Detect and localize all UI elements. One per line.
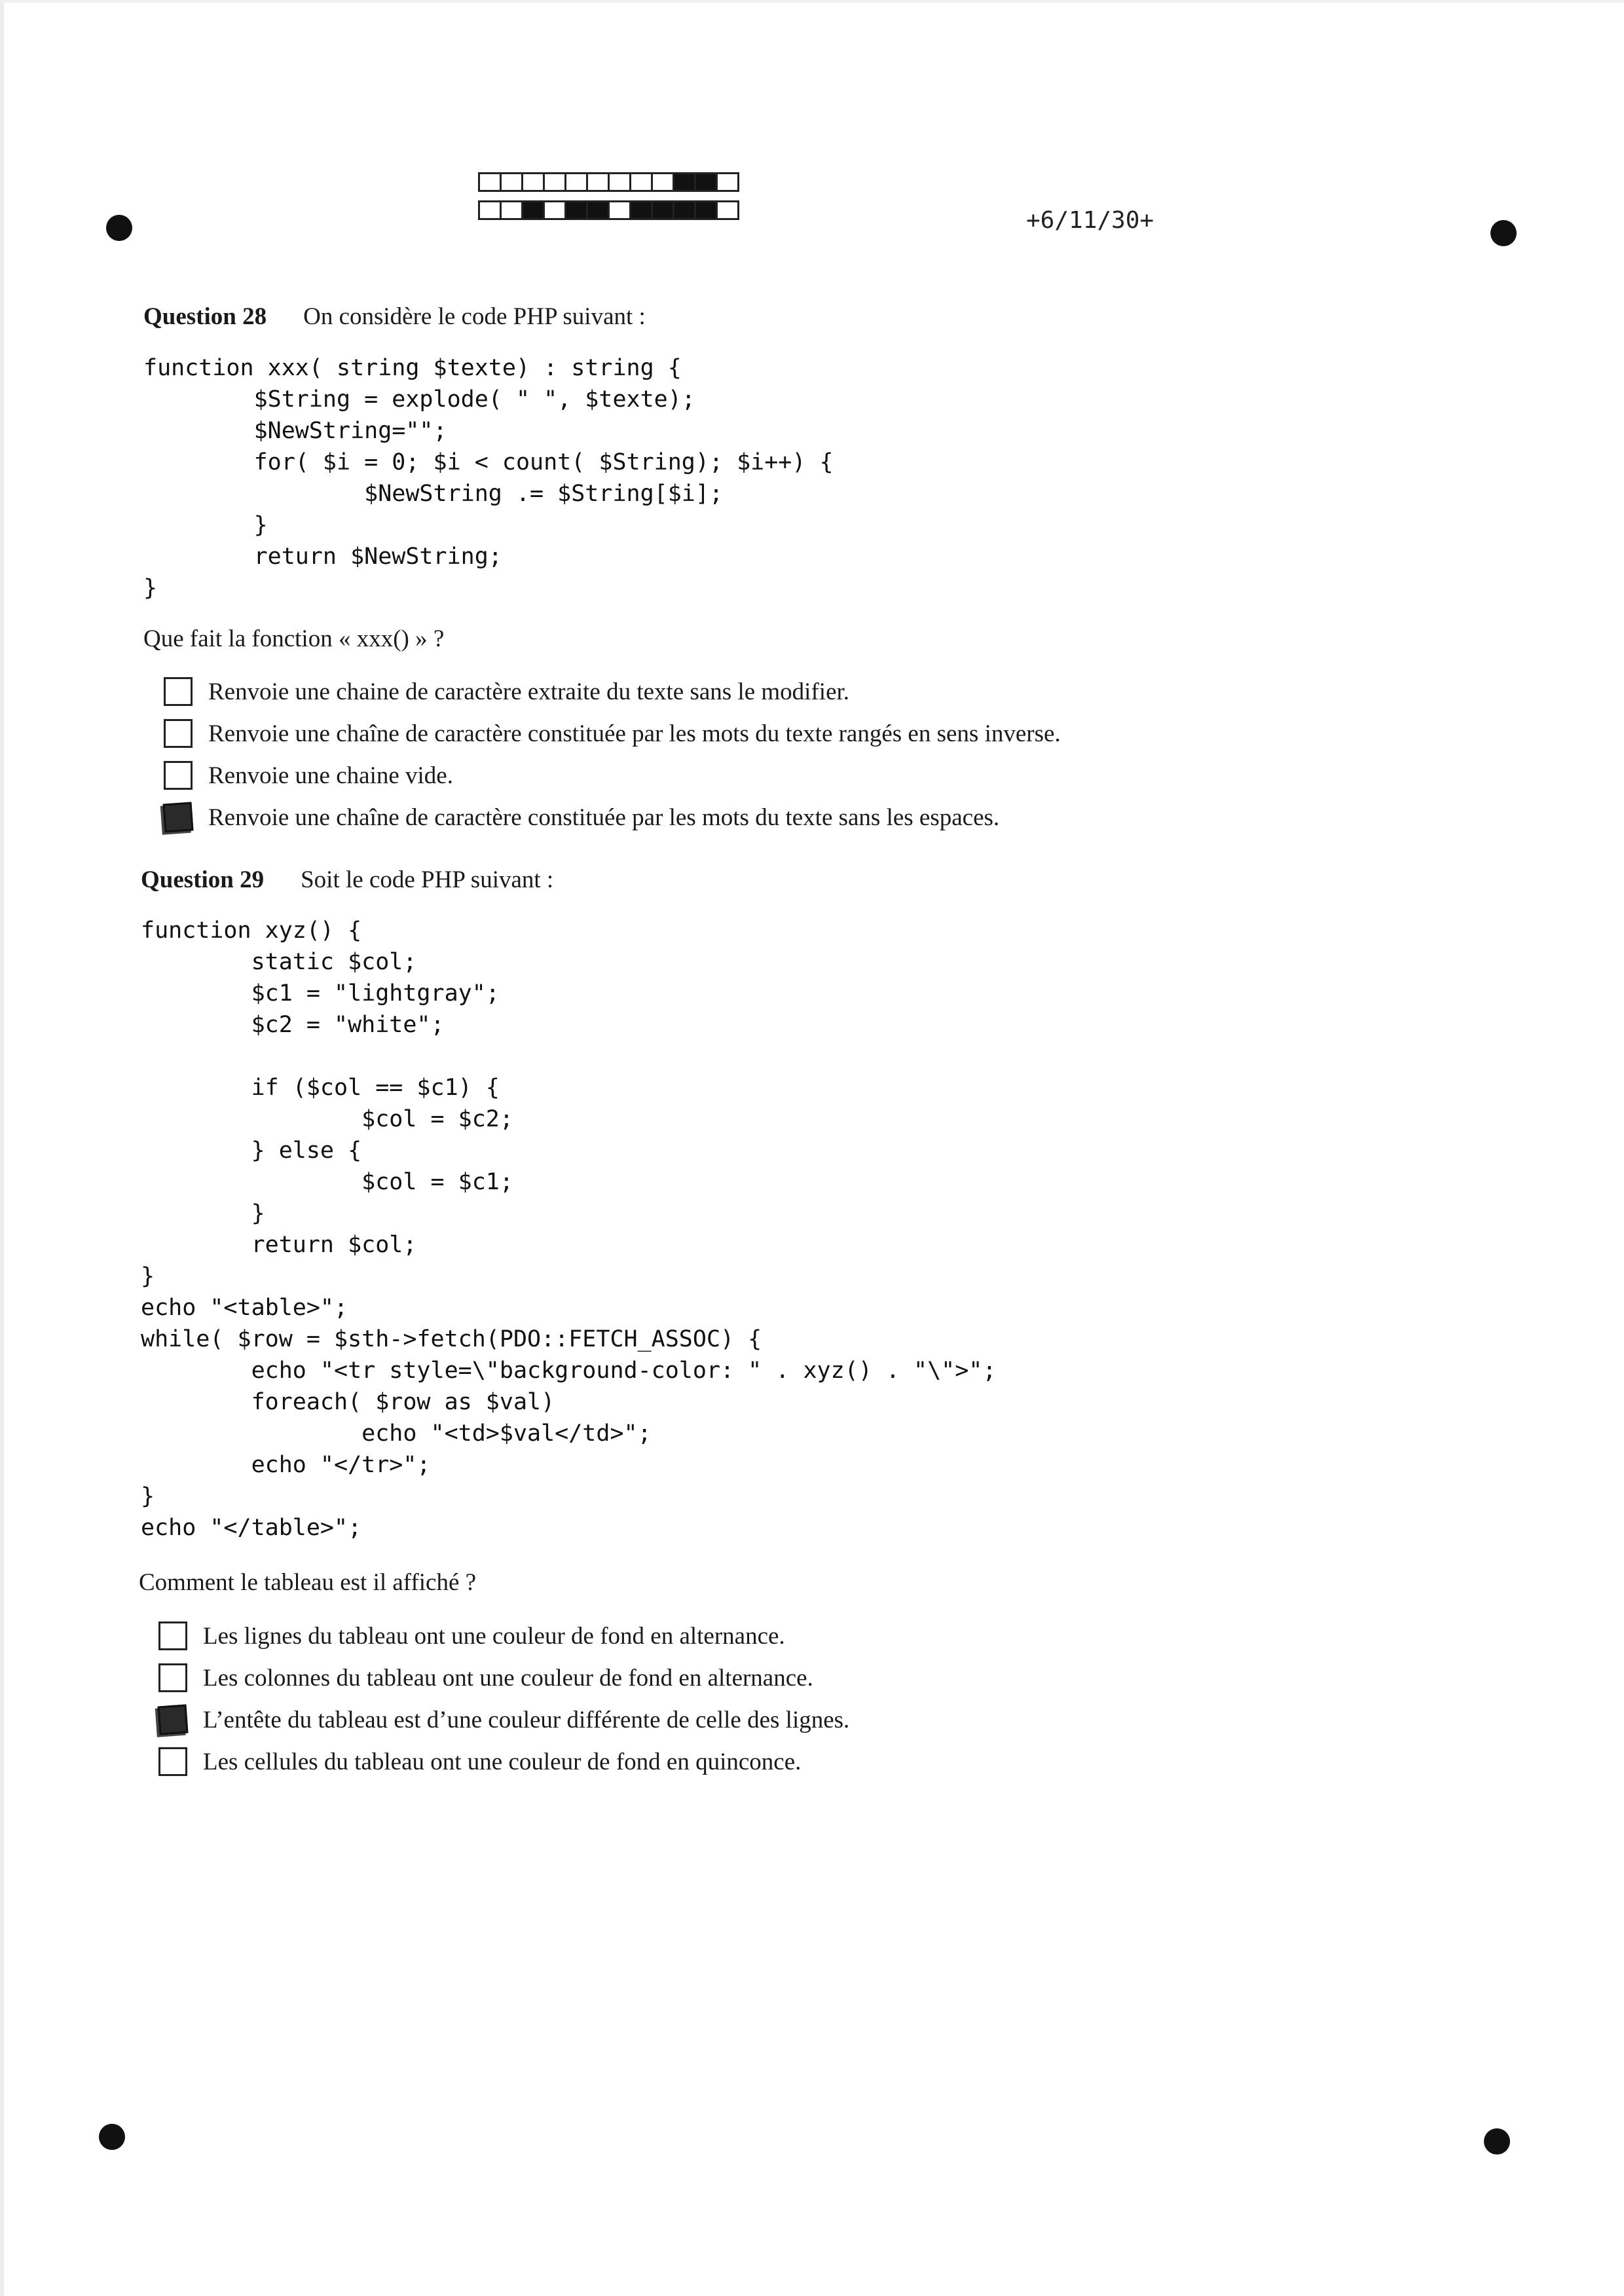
registration-mark-bottom-right bbox=[1484, 2128, 1510, 2155]
page-top-edge bbox=[0, 0, 1624, 3]
answer-choice[interactable] bbox=[164, 671, 1061, 713]
answer-label: Les lignes du tableau ont une couleur de fond en alternance. bbox=[203, 1622, 785, 1650]
barcode-cell-filled bbox=[586, 200, 610, 220]
question-28-choices bbox=[164, 671, 1061, 838]
checkbox[interactable] bbox=[158, 1621, 187, 1650]
barcode-cell-filled bbox=[694, 172, 718, 192]
barcode-row-2 bbox=[478, 200, 739, 220]
checkbox[interactable] bbox=[158, 1663, 187, 1692]
answer-choice[interactable] bbox=[164, 754, 1061, 796]
checkbox[interactable] bbox=[163, 802, 194, 833]
barcode-cell-filled bbox=[673, 172, 696, 192]
barcode-cell-empty bbox=[521, 172, 545, 192]
question-28-code: function xxx( string $texte) : string { $String = explode( " ", $texte); $NewString=""; for( $i = 0; $i < count( $String); $i++) { $NewString .= $String[$i]; } return $NewString; } bbox=[143, 355, 834, 601]
question-28-prompt: Que fait la fonction « xxx() » ? bbox=[143, 625, 445, 652]
answer-choice[interactable] bbox=[158, 1699, 849, 1741]
barcode-cell-empty bbox=[500, 200, 523, 220]
barcode-cell-filled bbox=[694, 200, 718, 220]
checkbox[interactable] bbox=[164, 761, 193, 790]
question-28-title bbox=[143, 303, 646, 331]
barcode-cell-empty bbox=[629, 172, 653, 192]
barcode-row-1 bbox=[478, 172, 739, 192]
registration-mark-bottom-left bbox=[99, 2124, 125, 2150]
barcode-cell-empty bbox=[651, 172, 674, 192]
barcode-cell-filled bbox=[651, 200, 674, 220]
question-number: Question 28 bbox=[143, 303, 267, 330]
checkbox[interactable] bbox=[158, 1705, 189, 1735]
barcode-cell-empty bbox=[543, 200, 566, 220]
answer-choice[interactable] bbox=[164, 713, 1061, 754]
barcode-cell-empty bbox=[608, 200, 631, 220]
answer-label: Les colonnes du tableau ont une couleur de fond en alternance. bbox=[203, 1664, 813, 1692]
answer-label: L’entête du tableau est d’une couleur différente de celle des lignes. bbox=[203, 1706, 850, 1733]
barcode-cell-empty bbox=[500, 172, 523, 192]
barcode-cell-empty bbox=[564, 172, 588, 192]
page-edge-shadow bbox=[0, 0, 4, 2296]
checkbox[interactable] bbox=[164, 719, 193, 748]
checkbox[interactable] bbox=[158, 1747, 187, 1776]
question-29-prompt: Comment le tableau est il affiché ? bbox=[139, 1569, 477, 1596]
answer-label: Renvoie une chaîne de caractère constituée par les mots du texte sans les espaces. bbox=[208, 804, 1000, 831]
barcode-cell-filled bbox=[629, 200, 653, 220]
question-intro: Soit le code PHP suivant : bbox=[301, 866, 554, 893]
barcode-cell-empty bbox=[478, 200, 502, 220]
barcode-cell-empty bbox=[543, 172, 566, 192]
question-number: Question 29 bbox=[141, 866, 265, 893]
barcode-cell-empty bbox=[716, 200, 739, 220]
answer-label: Les cellules du tableau ont une couleur de fond en quinconce. bbox=[203, 1748, 802, 1775]
answer-choice[interactable] bbox=[158, 1615, 849, 1657]
barcode-cell-empty bbox=[608, 172, 631, 192]
question-29-choices bbox=[158, 1615, 849, 1783]
answer-choice[interactable] bbox=[164, 796, 1061, 838]
answer-choice[interactable] bbox=[158, 1657, 849, 1699]
answer-label: Renvoie une chaine vide. bbox=[208, 762, 453, 789]
registration-mark-top-right bbox=[1490, 220, 1517, 246]
registration-mark-top-left bbox=[106, 215, 132, 241]
question-29-title bbox=[141, 866, 553, 894]
answer-label: Renvoie une chaîne de caractère constituée par les mots du texte rangés en sens inverse. bbox=[208, 720, 1061, 747]
barcode-cell-empty bbox=[716, 172, 739, 192]
question-29-code: function xyz() { static $col; $c1 = "lightgray"; $c2 = "white"; if ($col == $c1) { $col = $c2; } else { $col = $c1; } return $col; } echo "<table>"; while( $row = $sth->fetch(PDO::FETCH_ASSOC) { echo "<tr style=\"background-color: " . xyz() . "\">"; foreach( $row as $val) echo "<td>$val</td>"; echo "</tr>"; } echo "</table>"; bbox=[141, 917, 997, 1541]
checkbox[interactable] bbox=[164, 677, 193, 706]
barcode-cell-filled bbox=[673, 200, 696, 220]
page-identifier: +6/11/30+ bbox=[1026, 207, 1154, 234]
question-intro: On considère le code PHP suivant : bbox=[303, 303, 646, 330]
answer-label: Renvoie une chaine de caractère extraite du texte sans le modifier. bbox=[208, 678, 850, 705]
barcode-cell-empty bbox=[586, 172, 610, 192]
barcode-cell-filled bbox=[521, 200, 545, 220]
answer-choice[interactable] bbox=[158, 1741, 849, 1783]
barcode-cell-empty bbox=[478, 172, 502, 192]
barcode-cell-filled bbox=[564, 200, 588, 220]
